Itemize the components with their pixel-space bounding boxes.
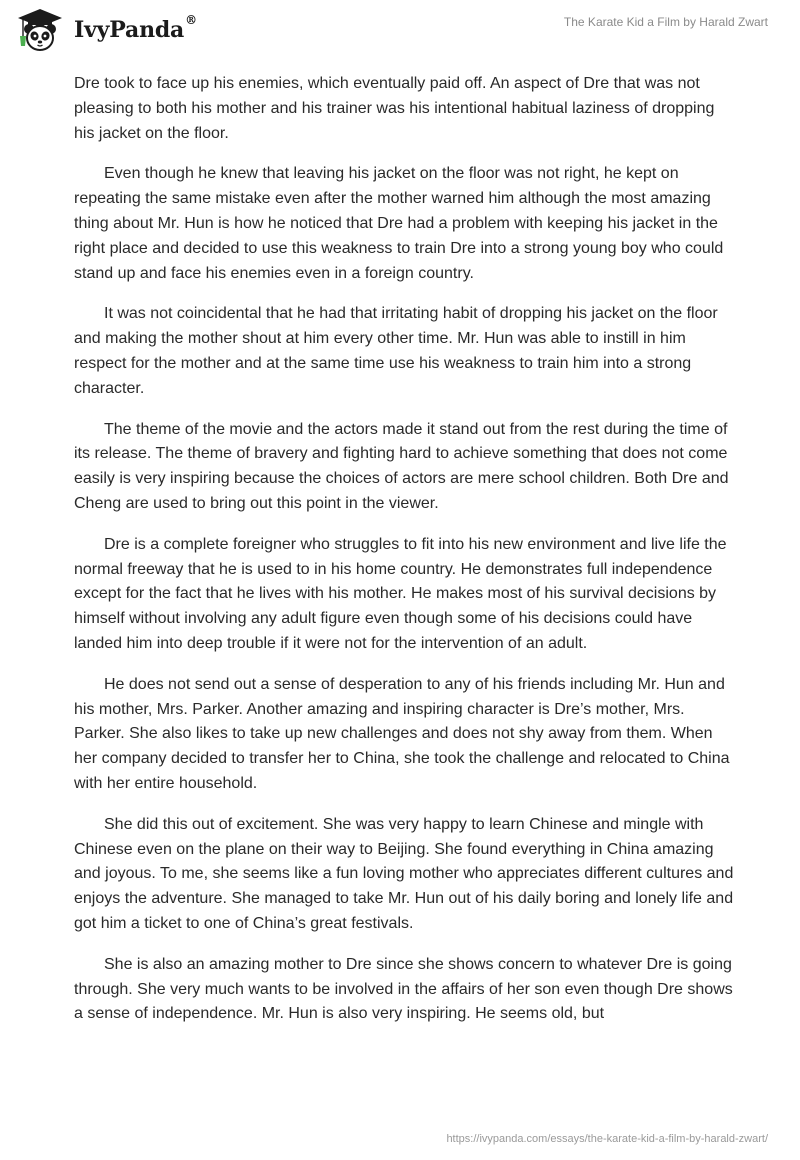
panda-graduation-cap-icon — [14, 6, 66, 54]
paragraph: Dre took to face up his enemies, which eventually paid off. An aspect of Dre that was not pleasing to both his mother and his trainer was his intentional habitual laziness of dropping his jacket on the floor. — [74, 75, 715, 142]
paragraph: The theme of the movie and the actors made it stand out from the rest during the time of its release. The theme of bravery and fighting hard to achieve something that does not come easily is very inspiring because the choices of actors are mere school children. Both Dre and Cheng are used to bring out this point in the viewer. — [74, 420, 729, 512]
ivypanda-logo[interactable] — [14, 6, 197, 54]
footer-source-url[interactable]: https://ivypanda.com/essays/the-karate-kid-a-film-by-harald-zwart/ — [446, 1133, 768, 1145]
paragraph: Even though he knew that leaving his jacket on the floor was not right, he kept on repeating the same mistake even after the mother warned him although the most amazing thing about Mr. Hun is how he noticed that Dre had a problem with keeping his jacket in the right place and decided to use this weakness to train Dre into a strong young boy who could stand up and face his enemies even in a foreign country. — [74, 165, 724, 282]
document-title: The Karate Kid a Film by Harald Zwart — [563, 15, 768, 29]
logo-wordmark — [74, 13, 197, 43]
essay-body — [74, 72, 734, 1043]
paragraph: He does not send out a sense of desperation to any of his friends including Mr. Hun and his mother, Mrs. Parker. Another amazing and inspiring character is Dre’s mother, Mrs. Parker. She also likes to take up new challenges and does not shy away from them. When her company decided to transfer her to China, she took the challenge and relocated to China with her entire household. — [74, 675, 730, 792]
paragraph: She is also an amazing mother to Dre since she shows concern to whatever Dre is going through. She very much wants to be involved in the affairs of her son even though Dre shows a sense of independence. Mr. Hun is also very inspiring. He seems old, but — [74, 955, 733, 1023]
page-header — [0, 0, 800, 62]
logo-registered-mark: ® — [185, 13, 197, 27]
paragraph: It was not coincidental that he had that irritating habit of dropping his jacket on the floor and making the mother shout at him every other time. Mr. Hun was able to instill in him respect for the mother and at the same time use his weakness to train him into a strong character. — [74, 305, 718, 397]
paragraph: She did this out of excitement. She was very happy to learn Chinese and mingle with Chinese even on the plane on their way to Beijing. She found everything in China amazing and joyous. To me, she seems like a fun loving mother who appreciates different cultures and enjoys the adventure. She managed to take Mr. Hun out of his daily boring and lonely life and got him a ticket to one of China’s great festivals. — [74, 815, 734, 932]
paragraph: Dre is a complete foreigner who struggles to fit into his new environment and live life the normal freeway that he is used to in his home country. He demonstrates full independence except for the fact that he lives with his mother. He makes most of his survival decisions by himself without involving any adult figure even though some of his decisions could have landed him into deep trouble if it were not for the intervention of an adult. — [74, 535, 727, 652]
logo-name: IvyPanda — [74, 17, 185, 43]
